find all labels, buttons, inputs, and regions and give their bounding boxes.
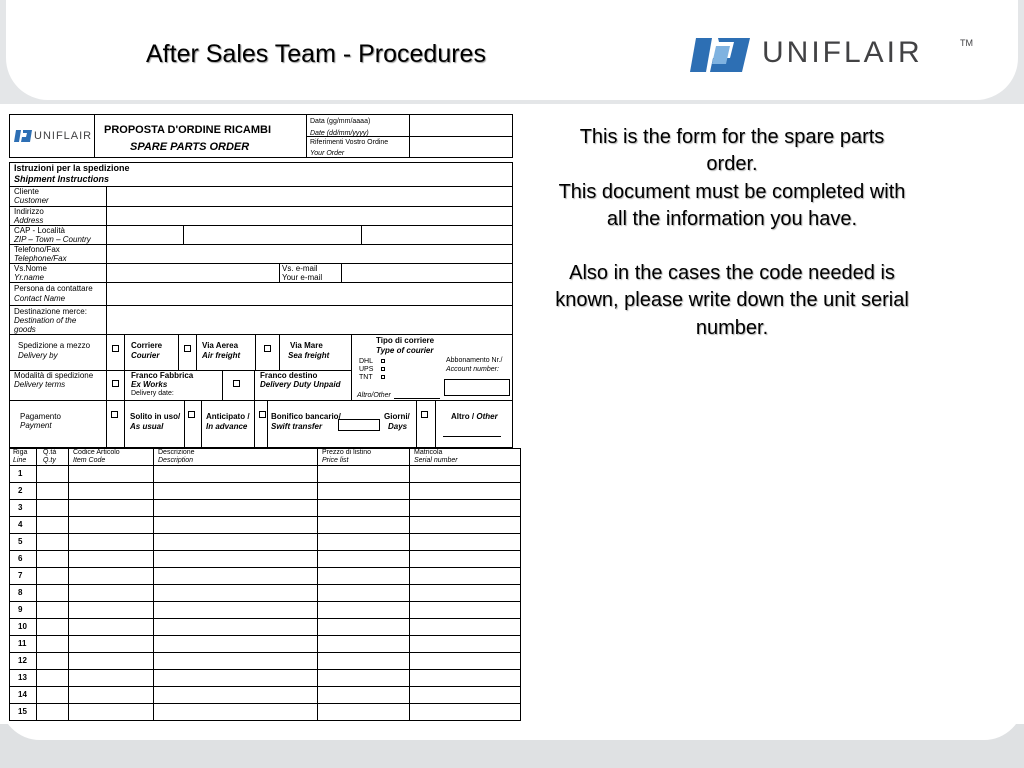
ref-label-en: Your Order [310,150,345,157]
dest-label-en-2: goods [14,325,36,334]
advance-label-it: Anticipato / [206,412,250,421]
address-label-it: Indirizzo [14,207,44,216]
terms-label-it: Modalità di spedizione [14,371,94,380]
form-title-en: SPARE PARTS ORDER [130,141,250,153]
table-row-divider [9,516,521,517]
phone-label-en: Telephone/Fax [14,254,67,263]
customer-label-it: Cliente [14,187,39,196]
col-desc-en: Description [158,457,194,464]
sea-label-en: Sea freight [288,351,330,360]
air-freight-checkbox[interactable] [184,345,191,352]
terms-label-en: Delivery terms [14,380,66,389]
table-row-number: 4 [18,520,23,529]
courier-type-en: Type of courier [376,346,434,355]
col-qty-it: Q.tà [43,449,57,456]
tnt-label: TNT [359,374,373,381]
table-row-divider [9,618,521,619]
other-payment-label: Altro / Other [451,412,498,421]
table-row-divider [9,465,521,466]
other-payment-checkbox[interactable] [421,411,428,418]
air-label-it: Via Aerea [202,341,239,350]
col-qty-en: Q.ty [43,457,56,464]
table-row-divider [9,584,521,585]
swift-label-it: Bonifico bancario/ [271,412,341,421]
table-row-number: 10 [18,622,27,631]
table-row-divider [9,533,521,534]
ups-label: UPS [359,366,374,373]
col-line-it: Riga [13,449,28,456]
table-row-number: 1 [18,469,23,478]
swift-label-en: Swift transfer [271,422,323,431]
uniflair-logo [686,34,973,76]
table-row-number: 11 [18,639,27,648]
delivery-label-it: Spedizione a mezzo [18,341,91,350]
advance-label-en: In advance [206,422,248,431]
table-row-number: 5 [18,537,23,546]
days-label-en: Days [388,422,408,431]
usual-label-it: Solito in uso/ [130,412,181,421]
note-line-1: This is the form for the spare parts order. [579,126,885,176]
uniflair-logo-icon [686,34,756,76]
zip-label-en: ZIP – Town – Country [14,235,91,244]
table-row-divider [9,567,521,568]
dest-label-en-1: Destination of the [14,316,77,325]
payment-label-en: Payment [20,421,52,430]
ship-title-it: Istruzioni per la spedizione [14,163,130,173]
table-row-number: 15 [18,707,27,716]
trademark: TM [960,38,973,48]
table-row-number: 3 [18,503,23,512]
table-row-number: 14 [18,690,27,699]
table-row-divider [9,550,521,551]
name-label-en: Yr.name [14,273,44,282]
zip-label-it: CAP - Località [14,226,65,235]
in-advance-checkbox[interactable] [188,411,195,418]
account-label-en: Account number: [446,366,499,373]
date-label-en: Date (dd/mm/yyyy) [310,130,369,137]
table-row-divider [9,652,521,653]
ex-works-checkbox[interactable] [112,380,119,387]
table-row-divider [9,635,521,636]
ref-label-it: Riferimenti Vostro Ordine [310,139,389,146]
email-label-en: Your e-mail [282,273,323,282]
table-row-divider [9,703,521,704]
other-courier-label: Altro/Other [357,392,391,399]
courier-checkbox[interactable] [112,345,119,352]
delivery-date-label: Delivery date: [131,390,174,397]
usual-label-en: As usual [130,422,164,431]
form-logo [14,129,93,143]
dhl-checkbox[interactable] [381,359,385,363]
form-logo-word: UNIFLAIR [34,130,93,142]
ddu-label-it: Franco destino [260,371,318,380]
tnt-checkbox[interactable] [381,375,385,379]
table-row-number: 2 [18,486,23,495]
form-title-it: PROPOSTA D'ORDINE RICAMBI [104,124,272,136]
date-label-it: Data (gg/mm/aaaa) [310,118,371,125]
table-row-number: 8 [18,588,23,597]
address-label-en: Address [14,216,44,225]
table-row-number: 12 [18,656,27,665]
days-label-it: Giorni/ [384,412,410,421]
table-row-number: 6 [18,554,23,563]
ddu-checkbox[interactable] [233,380,240,387]
sea-label-it: Via Mare [290,341,323,350]
courier-label-en: Courier [131,351,160,360]
as-usual-checkbox[interactable] [111,411,118,418]
account-number-field[interactable] [444,379,510,396]
table-row-number: 13 [18,673,27,682]
col-desc-it: Descrizione [158,449,195,456]
swift-checkbox[interactable] [259,411,266,418]
account-label-it: Abbonamento Nr./ [446,357,503,364]
col-code-it: Codice Articolo [73,449,120,456]
exworks-label-en: Ex Works [131,380,168,389]
brand-wordmark: UNIFLAIR [762,36,923,69]
table-row-divider [9,669,521,670]
name-label-it: Vs.Nome [14,264,47,273]
col-code-en: Item Code [73,457,106,464]
col-serial-en: Serial number [414,457,458,464]
col-price-en: Price list [322,457,349,464]
col-line-en: Line [13,457,27,464]
col-price-it: Prezzo di listino [322,449,372,456]
table-row-divider [9,482,521,483]
contact-label-it: Persona da contattare [14,284,93,293]
sea-freight-checkbox[interactable] [264,345,271,352]
slide-notes [552,124,912,342]
email-label-it: Vs. e-mail [282,264,318,273]
form-logo-icon [14,129,32,143]
contact-label-en: Contact Name [14,294,66,303]
ddu-label-en: Delivery Duty Unpaid [260,380,341,389]
air-label-en: Air freight [202,351,241,360]
note-line-3: Also in the cases the code needed is known, please write down the unit serial number. [555,262,909,339]
payment-label-it: Pagamento [20,412,61,421]
customer-label-en: Customer [14,196,49,205]
delivery-label-en: Delivery by [18,351,58,360]
table-row-divider [9,601,521,602]
table-row-number: 9 [18,605,23,614]
table-row-number: 7 [18,571,23,580]
table-row-divider [9,686,521,687]
ship-title-en: Shipment Instructions [14,174,110,184]
ups-checkbox[interactable] [381,367,385,371]
exworks-label-it: Franco Fabbrica [131,371,194,380]
note-line-2: This document must be completed with all the information you have. [558,180,906,230]
courier-type-it: Tipo di corriere [376,336,435,345]
courier-label-it: Corriere [131,341,163,350]
dhl-label: DHL [359,358,374,365]
slide-title: After Sales Team - Procedures [146,40,486,68]
dest-label-it: Destinazione merce: [14,307,87,316]
table-row-divider [9,499,521,500]
days-field[interactable] [338,419,380,431]
phone-label-it: Telefono/Fax [14,245,60,254]
col-serial-it: Matricola [414,449,443,456]
